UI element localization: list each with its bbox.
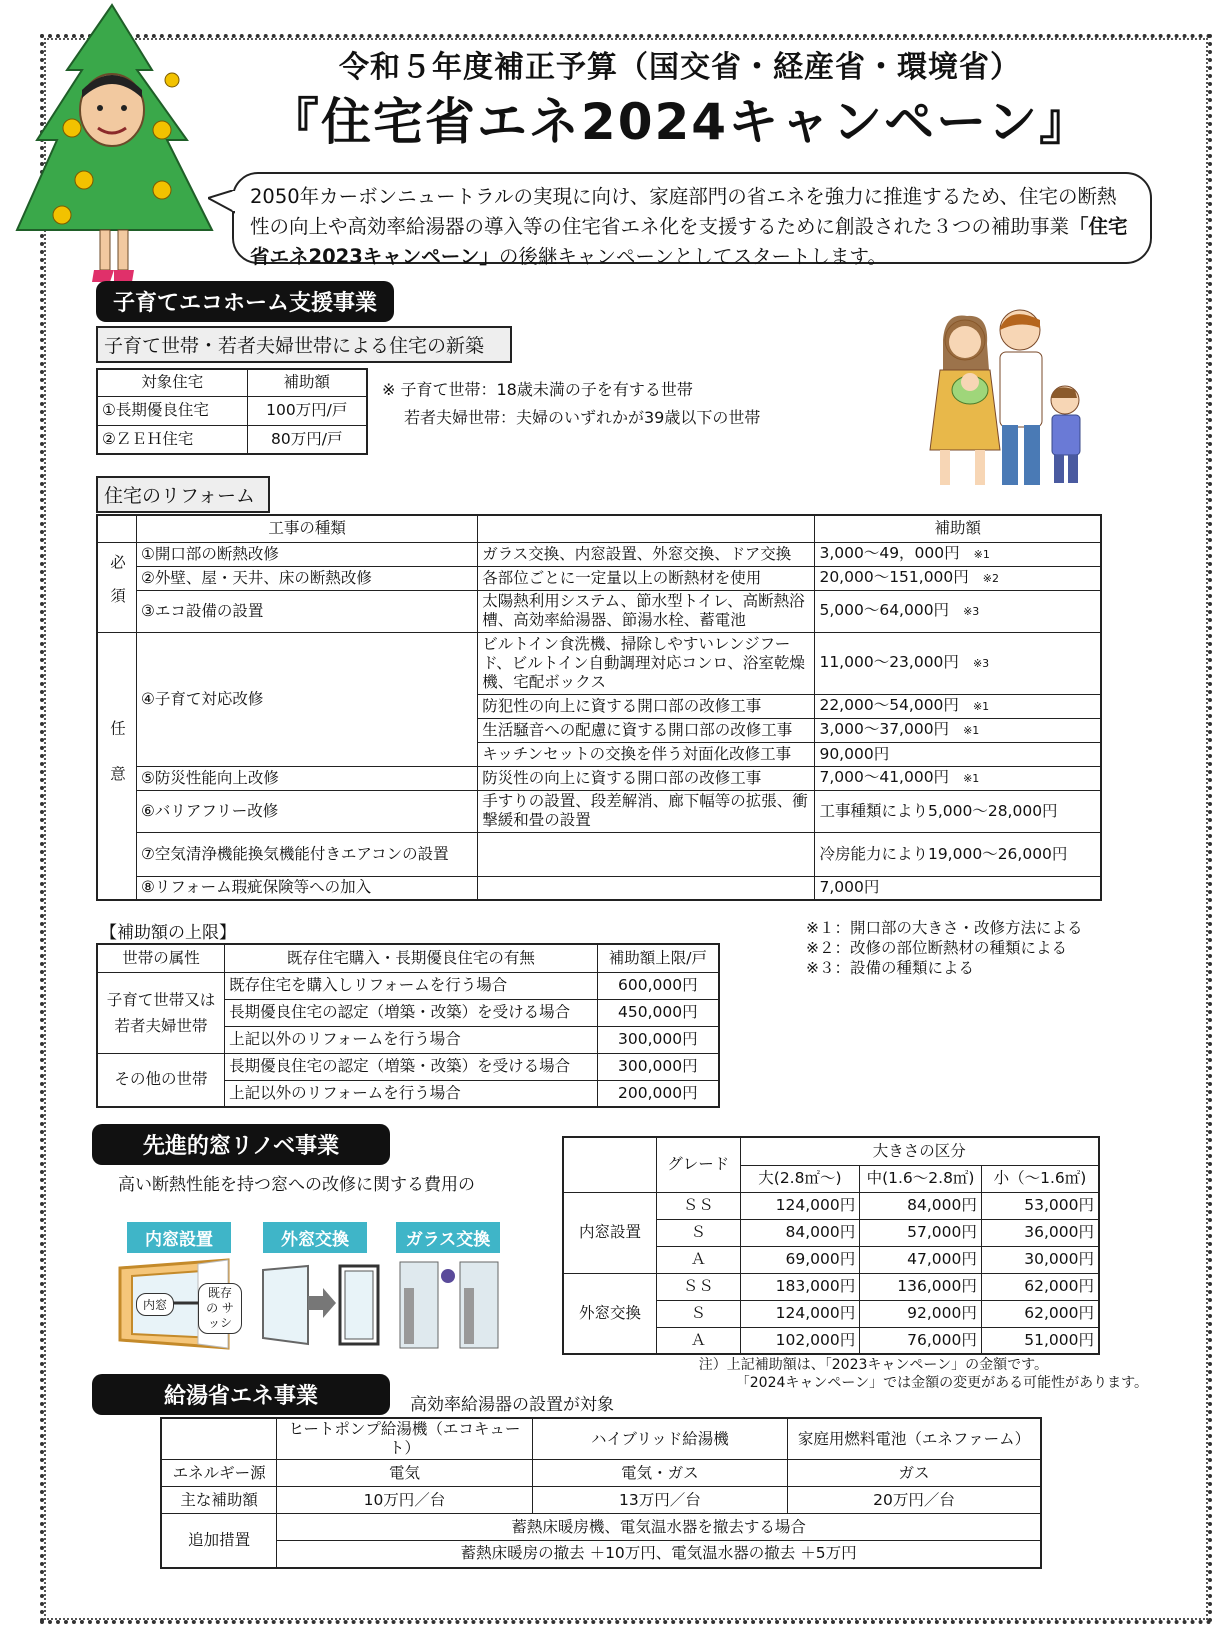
reform-row-8-name: ⑤防災性能向上改修: [137, 766, 478, 790]
limit-row-5-amount: 200,000円: [597, 1080, 719, 1107]
reform-row-6-amount-text: 3,000～37,000円: [819, 720, 950, 738]
window-row-1-grade: ＳＳ: [657, 1192, 741, 1219]
reform-row-1-amount-text: 3,000～49，000円: [819, 544, 960, 562]
group-optional: 任意: [97, 632, 137, 900]
newbuild-row-2-amount: 80万円/戸: [247, 425, 367, 454]
kyuto-extra-condition: 蓄熱床暖房機、電気温水器を撤去する場合: [277, 1514, 1041, 1541]
window-row-3-medium: 47,000円: [860, 1246, 982, 1273]
window-desc: 高い断熱性能を持つ窓への改修に関する費用の: [118, 1175, 475, 1195]
reform-row-4-amount-text: 11,000～23,000円: [819, 653, 959, 671]
reform-row-10-name: ⑦空気清浄機能換気機能付きエアコンの設置: [137, 832, 478, 876]
newbuild-notes: [382, 376, 760, 432]
limit-row-3-amount: 300,000円: [597, 1026, 719, 1053]
limit-row-1-type: 既存住宅を購入しリフォームを行う場合: [225, 972, 598, 999]
reform-row-11-amount: 7,000円: [815, 876, 1101, 900]
group-required: 必須: [97, 542, 137, 632]
kyuto-energy-fuelcell: ガス: [788, 1460, 1041, 1487]
newbuild-header-amount: 補助額: [247, 369, 367, 396]
newbuild-table: [96, 368, 368, 455]
reform-header-amount: 補助額: [815, 515, 1101, 542]
reform-row-9-detail: 手すりの設置、段差解消、廊下幅等の拡張、衝撃緩和畳の設置: [478, 790, 815, 832]
footnote-2: ※２：改修の部位断熱材の種類による: [806, 939, 1067, 957]
limit-row-4-type: 長期優良住宅の認定（増築・改築）を受ける場合: [225, 1053, 598, 1080]
window-row-3-small: 30,000円: [981, 1246, 1099, 1273]
limit-row-2-amount: 450,000円: [597, 999, 719, 1026]
newbuild-header-target: 対象住宅: [97, 369, 247, 396]
window-header: 先進的窓リノベ事業: [92, 1124, 390, 1165]
reform-row-8-amount: [815, 766, 1101, 790]
illus-inner-label: 内窓: [136, 1293, 174, 1316]
reform-row-7-detail: キッチンセットの交換を伴う対面化改修工事: [478, 742, 815, 766]
reform-row-5-detail: 防犯性の向上に資する開口部の改修工事: [478, 694, 815, 718]
window-row-1-medium: 84,000円: [860, 1192, 982, 1219]
kyuto-energy-hybrid: 電気・ガス: [532, 1460, 787, 1487]
reform-row-5-amount-text: 22,000～54,000円: [819, 696, 959, 714]
reform-row-4-detail: ビルトイン食洗機、掃除しやすいレンジフード、ビルトイン自動調理対応コンロ、浴室乾燥機、宅配ボックス: [478, 632, 815, 694]
reform-row-11-name: ⑧リフォーム瑕疵保険等への加入: [137, 876, 478, 900]
window-header-size: 大きさの区分: [740, 1137, 1099, 1165]
note-child-household: ※ 子育て世帯：18歳未満の子を有する世帯: [382, 380, 693, 399]
limit-group-1: 子育て世帯又は若者夫婦世帯: [97, 972, 225, 1053]
newbuild-row-1-name: ①長期優良住宅: [97, 396, 247, 425]
reform-row-6-amount: [815, 718, 1101, 742]
window-row-3-large: 69,000円: [740, 1246, 860, 1273]
window-table: [562, 1136, 1100, 1355]
reform-row-3-detail: 太陽熱利用システム、節水型トイレ、高断熱浴槽、高効率給湯器、節湯水栓、蓄電池: [478, 590, 815, 632]
bubble-tail: [208, 190, 238, 220]
reform-row-4-fn: ※3: [972, 657, 990, 670]
limit-table: [96, 943, 720, 1108]
window-row-4-grade: ＳＳ: [657, 1273, 741, 1300]
newbuild-title: 子育て世帯・若者夫婦世帯による住宅の新築: [96, 326, 512, 363]
intro-bold: 「住宅省エネ2023キャンペーン」: [250, 215, 1128, 268]
limit-header-type: 既存住宅購入・長期優良住宅の有無: [225, 944, 598, 972]
reform-header-detail: [478, 515, 815, 542]
window-row-4-small: 62,000円: [981, 1273, 1099, 1300]
campaign-title: 『住宅省エネ2024キャンペーン』: [268, 93, 1092, 151]
size-large: 大(2.8㎡～): [740, 1165, 860, 1192]
reform-row-4-amount: [815, 632, 1101, 694]
reform-row-2-detail: 各部位ごとに一定量以上の断熱材を使用: [478, 566, 815, 590]
limit-row-2-type: 長期優良住宅の認定（増築・改築）を受ける場合: [225, 999, 598, 1026]
window-note-1: 注）上記補助額は、「2023キャンペーン」の金額です。: [698, 1357, 1048, 1373]
reform-row-10-amount: 冷房能力により19,000～26,000円: [815, 832, 1101, 876]
reform-row-9-amount: 工事種類により5,000～28,000円: [815, 790, 1101, 832]
window-row-1-small: 53,000円: [981, 1192, 1099, 1219]
reform-row-3-amount: [815, 590, 1101, 632]
reform-footnotes: [806, 918, 1083, 978]
window-row-5-medium: 92,000円: [860, 1300, 982, 1327]
window-row-2-medium: 57,000円: [860, 1219, 982, 1246]
window-row-5-grade: Ｓ: [657, 1300, 741, 1327]
reform-header-blank: [97, 515, 137, 542]
newbuild-row-2-name: ②ＺＥＨ住宅: [97, 425, 247, 454]
reform-row-1-name: ①開口部の断熱改修: [137, 542, 478, 566]
kyuto-header: 給湯省エネ事業: [92, 1374, 390, 1415]
size-medium: 中(1.6～2.8㎡): [860, 1165, 982, 1192]
window-header-grade: グレード: [657, 1137, 741, 1192]
reform-row-4-name: ④子育て対応改修: [137, 632, 478, 766]
footnote-1: ※１：開口部の大きさ・改修方法による: [806, 919, 1083, 937]
reform-row-3-name: ③エコ設備の設置: [137, 590, 478, 632]
window-row-1-large: 124,000円: [740, 1192, 860, 1219]
footnote-3: ※３：設備の種類による: [806, 959, 974, 977]
reform-row-6-detail: 生活騒音への配慮に資する開口部の改修工事: [478, 718, 815, 742]
kyuto-energy-label: エネルギー源: [161, 1460, 277, 1487]
limit-row-1-amount: 600,000円: [597, 972, 719, 999]
limit-group-2: その他の世帯: [97, 1053, 225, 1107]
window-row-2-large: 84,000円: [740, 1219, 860, 1246]
kosodate-header: 子育てエコホーム支援事業: [96, 281, 394, 322]
reform-row-8-fn: ※1: [963, 772, 980, 785]
window-row-6-large: 102,000円: [740, 1327, 860, 1354]
christmas-tree-mascot: [2, 0, 217, 305]
window-row-2-grade: Ｓ: [657, 1219, 741, 1246]
reform-title: 住宅のリフォーム: [96, 476, 270, 513]
reform-row-3-fn: ※3: [963, 605, 980, 618]
limit-row-3-type: 上記以外のリフォームを行う場合: [225, 1026, 598, 1053]
window-note-2: 「2024キャンペーン」では金額の変更がある可能性があります。: [735, 1375, 1148, 1391]
kyuto-amount-label: 主な補助額: [161, 1487, 277, 1514]
window-row-6-grade: Ａ: [657, 1327, 741, 1354]
window-row-4-large: 183,000円: [740, 1273, 860, 1300]
limit-row-4-amount: 300,000円: [597, 1053, 719, 1080]
note-young-couple: 若者夫婦世帯：夫婦のいずれかが39歳以下の世帯: [404, 408, 761, 427]
window-group-inner: 内窓設置: [563, 1192, 657, 1273]
kyuto-header-hybrid: ハイブリッド給湯機: [532, 1418, 787, 1460]
reform-row-2-amount: [815, 566, 1101, 590]
kyuto-extra-label: 追加措置: [161, 1514, 277, 1568]
reform-row-1-fn: ※1: [973, 548, 990, 561]
kyuto-amount-hybrid: 13万円／台: [532, 1487, 787, 1514]
window-illustrations: [118, 1258, 508, 1350]
window-label-outer: 外窓交換: [263, 1222, 367, 1253]
intro-text-post: の後継キャンペーンとしてスタートします。: [498, 245, 887, 268]
reform-row-10-detail: [478, 832, 815, 876]
newbuild-row-1-amount: 100万円/戸: [247, 396, 367, 425]
window-label-inner: 内窓設置: [127, 1222, 231, 1253]
reform-row-2-amount-text: 20,000～151,000円: [819, 568, 969, 586]
kyuto-header-fuelcell: 家庭用燃料電池（エネファーム）: [788, 1418, 1041, 1460]
intro-text: 2050年カーボンニュートラルの実現に向け、家庭部門の省エネを強力に推進するため、住宅の断熱性の向上や高効率給湯器の導入等の住宅省エネ化を支援するために創設された３つの補助事業: [250, 185, 1117, 238]
reform-row-5-fn: ※1: [972, 700, 990, 713]
kyuto-amount-fuelcell: 20万円／台: [788, 1487, 1041, 1514]
kyuto-desc: 高効率給湯器の設置が対象: [410, 1395, 614, 1415]
reform-row-9-name: ⑥バリアフリー改修: [137, 790, 478, 832]
reform-row-8-detail: 防災性の向上に資する開口部の改修工事: [478, 766, 815, 790]
limit-row-5-type: 上記以外のリフォームを行う場合: [225, 1080, 598, 1107]
kyuto-header-heatpump: ヒートポンプ給湯機（エコキュート）: [277, 1418, 532, 1460]
reform-row-3-amount-text: 5,000～64,000円: [819, 601, 950, 619]
illus-existing-label: 既存の サッシ: [198, 1283, 242, 1334]
kyuto-table: [160, 1417, 1042, 1569]
reform-row-5-amount: [815, 694, 1101, 718]
window-header-blank: [563, 1137, 657, 1192]
window-row-5-small: 62,000円: [981, 1300, 1099, 1327]
reform-table: [96, 514, 1102, 901]
kyuto-energy-heatpump: 電気: [277, 1460, 532, 1487]
reform-row-8-amount-text: 7,000～41,000円: [819, 768, 950, 786]
limit-header-amount: 補助額上限/戸: [597, 944, 719, 972]
reform-row-7-amount: 90,000円: [815, 742, 1101, 766]
window-group-outer: 外窓交換: [563, 1273, 657, 1354]
family-illustration: [915, 300, 1095, 490]
window-row-6-small: 51,000円: [981, 1327, 1099, 1354]
reform-row-1-amount: [815, 542, 1101, 566]
kyuto-extra-amount: 蓄熱床暖房の撤去 ＋10万円、電気温水器の撤去 ＋5万円: [277, 1541, 1041, 1568]
limit-header-attr: 世帯の属性: [97, 944, 225, 972]
window-row-5-large: 124,000円: [740, 1300, 860, 1327]
reform-row-2-name: ②外壁、屋・天井、床の断熱改修: [137, 566, 478, 590]
kyuto-amount-heatpump: 10万円／台: [277, 1487, 532, 1514]
window-label-glass: ガラス交換: [396, 1222, 500, 1253]
reform-row-6-fn: ※1: [963, 724, 980, 737]
budget-title: 令和５年度補正予算（国交省・経産省・環境省）: [339, 50, 1021, 85]
window-row-2-small: 36,000円: [981, 1219, 1099, 1246]
size-small: 小（～1.6㎡): [981, 1165, 1099, 1192]
reform-row-1-detail: ガラス交換、内窓設置、外窓交換、ドア交換: [478, 542, 815, 566]
kyuto-header-blank: [161, 1418, 277, 1460]
intro-bubble: [232, 172, 1152, 268]
limit-title: 【補助額の上限】: [100, 923, 236, 943]
reform-header-type: 工事の種類: [137, 515, 478, 542]
reform-row-2-fn: ※2: [982, 572, 1000, 585]
reform-row-11-detail: [478, 876, 815, 900]
window-notes: [600, 1356, 1148, 1392]
window-row-4-medium: 136,000円: [860, 1273, 982, 1300]
window-row-3-grade: Ａ: [657, 1246, 741, 1273]
window-row-6-medium: 76,000円: [860, 1327, 982, 1354]
